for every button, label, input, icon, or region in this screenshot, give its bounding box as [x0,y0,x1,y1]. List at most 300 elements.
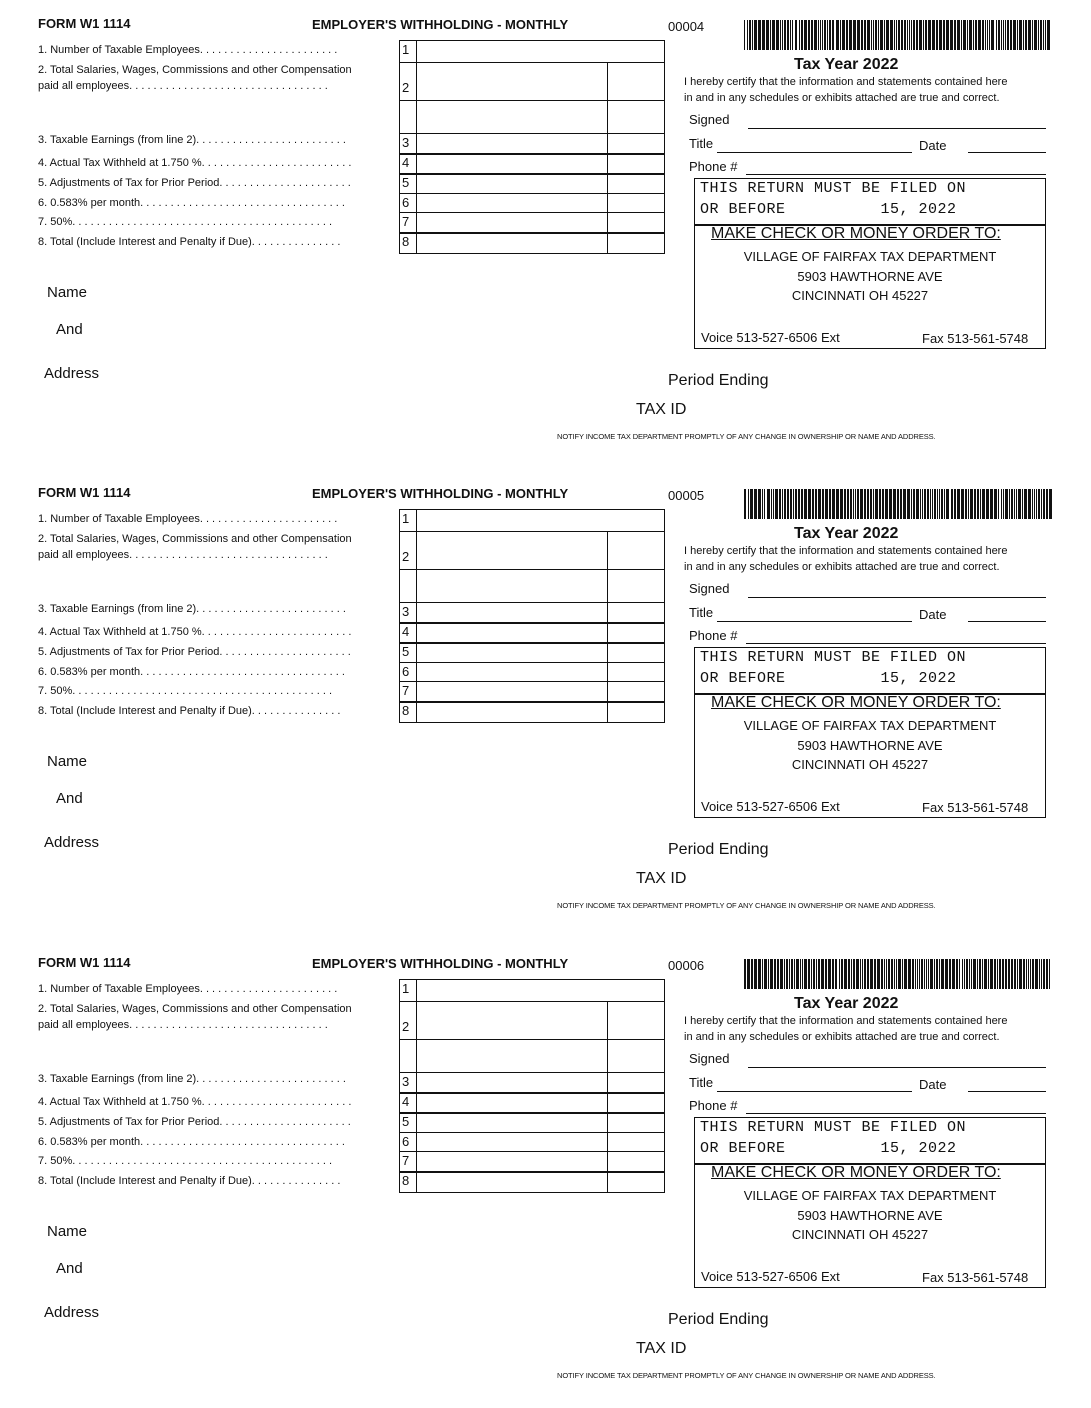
phone-field[interactable] [746,174,1046,175]
line-5-number: 5 [402,175,410,190]
signed-field[interactable] [748,597,1046,598]
barcode-bar [1032,20,1033,50]
barcode-bar [1009,489,1010,519]
barcode-bar [800,959,801,989]
title-label: Title [689,136,714,151]
barcode-bar [821,959,824,989]
barcode-bar [902,959,903,989]
barcode-bar [772,20,775,50]
line-8-label: 8. Total (Include Interest and Penalty if Due). . . . . . . . . . . . . . . [38,1175,341,1187]
barcode-bar [1003,20,1004,50]
barcode-bar [871,20,872,50]
barcode-bar [758,959,761,989]
notify-notice: NOTIFY INCOME TAX DEPARTMENT PROMPTLY OF ANY CHANGE IN OWNERSHIP OR NAME AND ADDRESS. [557,432,936,441]
barcode-bar [988,959,989,989]
barcode-bar [790,489,792,519]
barcode-bar [891,959,893,989]
barcode-bar [846,20,848,50]
barcode-bar [911,489,912,519]
barcode-bar [1001,489,1002,519]
barcode-bar [748,489,749,519]
barcode-bar [917,959,918,989]
voice-number: Voice 513-527-6506 Ext [701,799,840,814]
title-field[interactable] [717,1091,912,1092]
barcode-bar [773,489,774,519]
barcode-bar [770,959,773,989]
title-field[interactable] [717,152,912,153]
period-ending-label: Period Ending [668,372,769,389]
barcode-bar [1043,20,1044,50]
date-field[interactable] [968,152,1046,153]
barcode-bar [934,489,936,519]
barcode-bar [941,489,943,519]
barcode-bar [985,20,986,50]
filing-deadline-line-1: THIS RETURN MUST BE FILED ON [700,649,967,666]
barcode-bar [862,959,863,989]
barcode-bar [1046,959,1048,989]
line-8-label: 8. Total (Include Interest and Penalty if Due). . . . . . . . . . . . . . . [38,705,341,717]
name-label: Name [47,1223,88,1240]
line-5-input[interactable] [417,1113,607,1132]
barcode-bar [1039,959,1040,989]
barcode-bar [829,20,831,50]
filing-deadline-line-2: OR BEFORE 15, 2022 [700,1140,957,1157]
phone-field[interactable] [746,1113,1046,1114]
barcode-bar [923,20,924,50]
line-6-input[interactable] [417,1133,607,1151]
filing-deadline-line-1: THIS RETURN MUST BE FILED ON [700,180,967,197]
form-code: FORM W1 1114 [38,955,131,970]
line-1-number: 1 [402,42,410,57]
title-label: Title [689,1075,714,1090]
line-4-label: 4. Actual Tax Withheld at 1.750 %. . . . . . . . . . . . . . . . . . . . . . . . . [38,626,352,638]
barcode-bar [844,959,847,989]
barcode-bar [815,489,817,519]
barcode-bar [864,20,866,50]
line-8-number: 8 [402,703,410,718]
barcode-bar [971,959,972,989]
date-field[interactable] [968,1091,1046,1092]
barcode-bar [977,489,979,519]
date-label: Date [919,138,947,153]
line-6-number: 6 [402,195,410,210]
barcode-bar [842,20,845,50]
line-1-number: 1 [402,511,410,526]
line-6-number: 6 [402,1134,410,1149]
certification-line-1: I hereby certify that the information and statements contained here [684,76,1008,88]
barcode-bar [967,20,968,50]
tax-id-label: TAX ID [636,870,687,887]
line-4-input[interactable] [417,154,607,173]
barcode-bar [911,20,912,50]
notify-notice: NOTIFY INCOME TAX DEPARTMENT PROMPTLY OF ANY CHANGE IN OWNERSHIP OR NAME AND ADDRESS. [557,901,936,910]
barcode-bar [860,489,863,519]
barcode-bar [922,489,923,519]
barcode-bar [847,489,849,519]
and-label: And [56,790,83,807]
barcode-bar [884,959,885,989]
period-ending-label: Period Ending [668,841,769,858]
address-label: Address [44,834,100,851]
barcode-bar [789,959,790,989]
barcode-bar [970,489,973,519]
line-2-label-cont: paid all employees. . . . . . . . . . . . . . . . . . . . . . . . . . . . . . . . . [38,549,328,561]
line-2-label-cont: paid all employees. . . . . . . . . . . . . . . . . . . . . . . . . . . . . . . . . [38,80,328,92]
line-5-number: 5 [402,644,410,659]
barcode-bar [841,959,843,989]
barcode-bar [932,20,935,50]
signed-label: Signed [689,1051,730,1066]
barcode-bar [1025,20,1027,50]
barcode-bar [964,959,965,989]
barcode-bar [829,489,831,519]
line-2-input[interactable] [417,532,607,602]
barcode-bar [924,959,925,989]
barcode-bar [996,20,997,50]
barcode-bar [851,959,852,989]
barcode-bar [913,20,915,50]
barcode-bar [1003,489,1004,519]
barcode-bar [877,959,880,989]
address-label: Address [44,1304,100,1321]
barcode-bar [791,959,793,989]
line-8-input[interactable] [417,233,607,253]
name-label: Name [47,284,88,301]
line-8-input[interactable] [417,702,607,722]
line-6-input[interactable] [417,194,607,212]
barcode-bar [973,959,976,989]
barcode-bar [1030,959,1031,989]
barcode-bar [881,959,883,989]
barcode-bar [820,20,821,50]
line-7-input[interactable] [417,213,607,232]
barcode-bar [802,959,803,989]
payee-city: CINCINNATI OH 45227 [791,288,929,303]
make-check-heading: MAKE CHECK OR MONEY ORDER TO: [711,694,1001,711]
barcode-bar [932,489,933,519]
barcode-bar [1035,959,1038,989]
form-title: EMPLOYER'S WITHHOLDING - MONTHLY [312,486,569,501]
barcode-bar [989,20,990,50]
line-1-input[interactable] [417,41,607,62]
barcode-bar [1043,959,1045,989]
barcode-bar [779,489,781,519]
barcode-bar [998,489,999,519]
barcode-bar [900,489,902,519]
barcode-bar [919,20,922,50]
barcode-bar [792,20,793,50]
barcode-bar [1005,489,1008,519]
barcode-bar [811,959,812,989]
phone-label: Phone # [689,159,738,174]
barcode-bar [1043,489,1045,519]
fax-number: Fax 513-561-5748 [922,331,1029,346]
barcode-bar [853,20,856,50]
line-2-label: 2. Total Salaries, Wages, Commissions and other Compensation [38,64,352,76]
line-2-input[interactable] [417,1002,607,1072]
barcode-bar [1041,959,1042,989]
line-5-input[interactable] [417,174,607,193]
barcode-bar [961,489,964,519]
barcode-bar [968,489,969,519]
barcode-bar [825,959,827,989]
barcode-bar [853,489,854,519]
form-title: EMPLOYER'S WITHHOLDING - MONTHLY [312,17,569,32]
barcode-bar [874,959,876,989]
barcode-bar [752,20,753,50]
barcode-bar [853,959,855,989]
payee-street: 5903 HAWTHORNE AVE [797,269,943,284]
line-6-label: 6. 0.583% per month. . . . . . . . . . . . . . . . . . . . . . . . . . . . . . . . . . [38,1136,345,1148]
barcode-bar [1018,489,1021,519]
barcode-bar [987,20,988,50]
barcode-bar [873,20,874,50]
line-4-input[interactable] [417,623,607,642]
barcode-bar [1019,959,1022,989]
barcode-bar [867,489,869,519]
line-1-number: 1 [402,981,410,996]
barcode-bar [982,20,984,50]
voice-number: Voice 513-527-6506 Ext [701,330,840,345]
barcode-bar [961,20,962,50]
barcode-bar [782,20,783,50]
barcode-bar [957,489,960,519]
line-8-input[interactable] [417,1172,607,1192]
date-field[interactable] [968,621,1046,622]
barcode-bar [1049,959,1050,989]
barcode-bar [758,20,761,50]
barcode-bar [762,959,763,989]
line-3-input[interactable] [417,1073,607,1092]
form-code: FORM W1 1114 [38,16,131,31]
line-1-label: 1. Number of Taxable Employees. . . . . . . . . . . . . . . . . . . . . . . [38,513,338,525]
barcode-bar [984,959,987,989]
barcode-bar [991,20,994,50]
barcode-bar [975,20,977,50]
line-5-input[interactable] [417,643,607,662]
line-4-number: 4 [402,624,410,639]
barcode-bar [747,20,748,50]
barcode-bar [930,489,931,519]
payee-name: VILLAGE OF FAIRFAX TAX DEPARTMENT [743,249,997,264]
barcode-bar [907,489,910,519]
line-7-input[interactable] [417,1152,607,1171]
barcode-bar [979,959,981,989]
barcode-bar [775,489,778,519]
signed-field[interactable] [748,1067,1046,1068]
payee-street: 5903 HAWTHORNE AVE [797,1208,943,1223]
sequence-number: 00004 [668,19,705,34]
barcode-bar [750,489,753,519]
barcode-bar [849,20,852,50]
barcode-bar [828,959,831,989]
barcode-bar [982,489,985,519]
barcode-bar [827,20,828,50]
barcode-bar [913,489,915,519]
line-8-number: 8 [402,1173,410,1188]
line-7-label: 7. 50%. . . . . . . . . . . . . . . . . . . . . . . . . . . . . . . . . . . . . . . . . . . [38,1155,333,1167]
certification-line-1: I hereby certify that the information and statements contained here [684,545,1008,557]
barcode-bar [770,20,771,50]
barcode-bar [920,489,921,519]
barcode-bar [949,959,951,989]
barcode-bar [855,489,856,519]
barcode-bar [762,489,763,519]
barcode-bar [957,20,960,50]
line-2-input[interactable] [417,63,607,133]
barcode-bar [754,489,757,519]
barcode-bar [764,489,765,519]
line-2-number: 2 [402,80,410,95]
barcode-bar [936,20,938,50]
barcode-bar [1023,20,1024,50]
barcode-bar [941,959,944,989]
barcode-bar [818,20,819,50]
barcode-bar [952,959,955,989]
barcode-bar [767,489,770,519]
barcode-bar [784,959,785,989]
barcode-bar [754,959,757,989]
line-3-number: 3 [402,1074,410,1089]
line-3-input[interactable] [417,603,607,622]
phone-label: Phone # [689,628,738,643]
line-8-label: 8. Total (Include Interest and Penalty if Due). . . . . . . . . . . . . . . [38,236,341,248]
barcode-bar [1014,489,1015,519]
barcode-bar [768,959,769,989]
barcode-bar [977,959,978,989]
barcode-bar [994,959,996,989]
barcode-bar [928,959,929,989]
barcode-bar [1005,20,1006,50]
barcode-bar [1017,20,1018,50]
barcode-bar [959,959,960,989]
barcode-bar [844,489,846,519]
barcode-bar [1016,489,1017,519]
barcode-bar [832,489,835,519]
barcode-bar [882,489,884,519]
signed-label: Signed [689,112,730,127]
line-4-label: 4. Actual Tax Withheld at 1.750 %. . . . . . . . . . . . . . . . . . . . . . . . . [38,1096,352,1108]
barcode-bar [801,20,803,50]
fax-number: Fax 513-561-5748 [922,1270,1029,1285]
tax-year: Tax Year 2022 [794,525,899,542]
barcode-bar [936,959,938,989]
barcode-bar [904,959,907,989]
filing-deadline-line-2: OR BEFORE 15, 2022 [700,670,957,687]
barcode-bar [925,20,927,50]
barcode-bar [1034,489,1035,519]
line-2-number: 2 [402,1019,410,1034]
barcode-bar [784,489,786,519]
line-4-number: 4 [402,1094,410,1109]
barcode-bar [782,489,783,519]
barcode-bar [813,959,815,989]
barcode-bar [990,959,993,989]
barcode-bar [897,489,899,519]
barcode-bar [780,20,781,50]
barcode-bar [1022,489,1023,519]
line-1-input[interactable] [417,510,607,531]
barcode-bar [1010,20,1012,50]
barcode-bar [969,959,970,989]
barcode-bar [875,20,877,50]
barcode-bar [886,20,889,50]
barcode-bar [919,959,920,989]
notify-notice: NOTIFY INCOME TAX DEPARTMENT PROMPTLY OF ANY CHANGE IN OWNERSHIP OR NAME AND ADDRESS. [557,1371,936,1380]
barcode-bar [867,20,870,50]
signed-field[interactable] [748,128,1046,129]
date-label: Date [919,607,947,622]
name-label: Name [47,753,88,770]
barcode-bar [749,20,751,50]
barcode-bar [1028,489,1031,519]
barcode-bar [939,959,940,989]
line-3-input[interactable] [417,134,607,153]
barcode-bar [808,489,811,519]
barcode-bar [1007,20,1009,50]
line-3-label: 3. Taxable Earnings (from line 2). . . . . . . . . . . . . . . . . . . . . . . . . [38,603,346,615]
barcode-bar [898,20,900,50]
barcode-bar [943,20,945,50]
barcode-bar [751,959,753,989]
line-7-label: 7. 50%. . . . . . . . . . . . . . . . . . . . . . . . . . . . . . . . . . . . . . . . . . . [38,216,333,228]
withholding-form [0,939,1091,1408]
barcode-bar [774,959,776,989]
barcode-bar [908,959,911,989]
barcode-bar [836,489,839,519]
line-7-number: 7 [402,683,410,698]
barcode-bar [1040,20,1042,50]
title-field[interactable] [717,621,912,622]
barcode-bar [804,20,807,50]
voice-number: Voice 513-527-6506 Ext [701,1269,840,1284]
line-8-number: 8 [402,234,410,249]
barcode-bar [986,489,989,519]
barcode-bar [1001,20,1002,50]
payee-name: VILLAGE OF FAIRFAX TAX DEPARTMENT [743,718,997,733]
line-7-number: 7 [402,214,410,229]
barcode-bar [896,20,897,50]
barcode-bar [1038,20,1039,50]
barcode-bar [808,959,810,989]
barcode-bar [954,489,956,519]
certification-line-2: in and in any schedules or exhibits attached are true and correct. [684,561,1000,573]
tax-year: Tax Year 2022 [794,995,899,1012]
barcode-bar [1023,959,1025,989]
barcode-bar [832,959,834,989]
barcode-bar [973,20,974,50]
phone-field[interactable] [746,643,1046,644]
barcode-bar [1002,959,1004,989]
line-7-input[interactable] [417,682,607,701]
line-1-label: 1. Number of Taxable Employees. . . . . . . . . . . . . . . . . . . . . . . [38,983,338,995]
sequence-number: 00006 [668,958,705,973]
barcode-bar [969,20,972,50]
barcode-bar [860,959,861,989]
barcode-bar [997,959,998,989]
barcode-bar [893,489,896,519]
line-6-input[interactable] [417,663,607,681]
line-4-input[interactable] [417,1093,607,1112]
barcode-bar [848,959,850,989]
barcode-bar [888,959,890,989]
barcode-bar [939,20,942,50]
tax-id-label: TAX ID [636,401,687,418]
barcode-bar [1036,489,1037,519]
line-1-input[interactable] [417,980,607,1001]
barcode-bar [771,489,772,519]
barcode-bar [861,20,863,50]
